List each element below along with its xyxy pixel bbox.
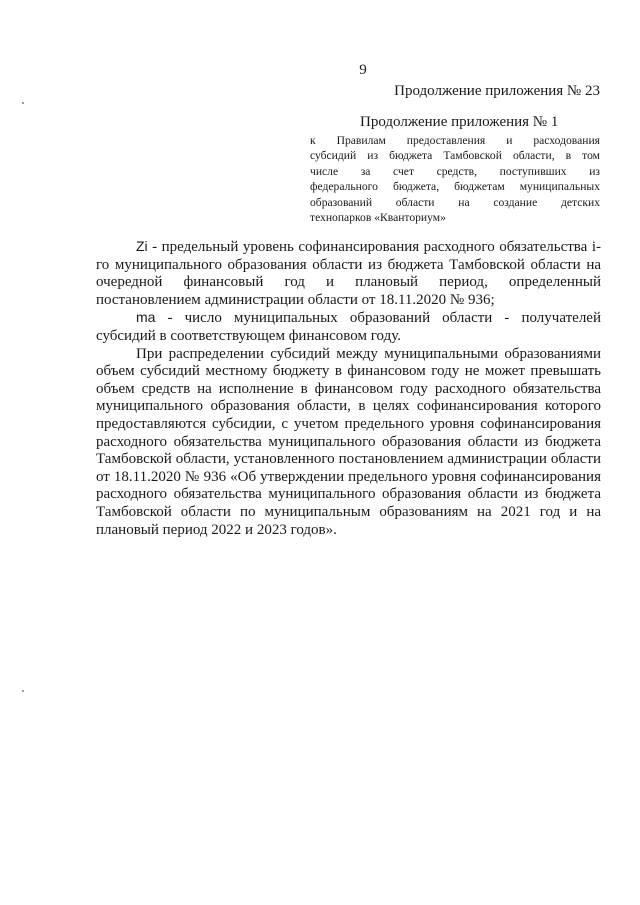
paragraph-distribution-rule: При распределении субсидий между муниципальными образованиями объем субсидий местному бюджету в финансовом году не может превышать объем средств на исполнение в финансовом году расходного обязательства муниципального образования области, в целях софинансирования которого предоставляются субсидии, с учетом предельного уровня софинансирования расходного обязательства муниципального образования области из бюджета Тамбовской области, установленного постановлением администрации области от 18.11.2020 № 936 «Об утверждении предельного уровня софинансирования расходного обязательства муниципального образования области из бюджета Тамбовской области по муниципальным образованиям на 2021 год и на плановый период 2022 и 2023 годов». [96, 345, 601, 538]
paragraph-text: - число муниципальных образований области - получателей субсидий в соответствующем финансовом году. [96, 310, 601, 344]
appendix-line: к Правилам предоставления и расходования [310, 134, 600, 147]
appendix-line: федерального бюджета, бюджетам муниципальных [310, 180, 600, 194]
appendix-line: образований области на создание детских [310, 195, 600, 209]
page-number: 9 [359, 62, 367, 78]
appendix-line: субсидий из бюджета Тамбовской области, в том [310, 149, 600, 163]
paragraph-ma-definition [96, 309, 601, 345]
document-body [96, 238, 601, 539]
scan-speck [22, 102, 24, 104]
appendix-line: технопарков «Кванториум» [310, 211, 446, 225]
appendix-line: числе за счет средств, поступивших из [310, 164, 600, 178]
scan-speck [22, 690, 24, 692]
paragraph-zi-definition [96, 238, 601, 309]
appendix-main-heading: Продолжение приложения № 23 [394, 83, 600, 99]
variable-ma: mа [136, 309, 156, 326]
appendix-sub-description [310, 133, 600, 225]
paragraph-text: - предельный уровень софинансирования расходного обязательства i-го муниципального образования области из бюджета Тамбовской области на очередной финансовый год и плановый период, определенный постановлением администрации области от 18.11.2020 № 936; [96, 239, 601, 308]
appendix-sub-heading: Продолжение приложения № 1 [360, 114, 559, 130]
variable-zi: Zi [136, 238, 148, 254]
